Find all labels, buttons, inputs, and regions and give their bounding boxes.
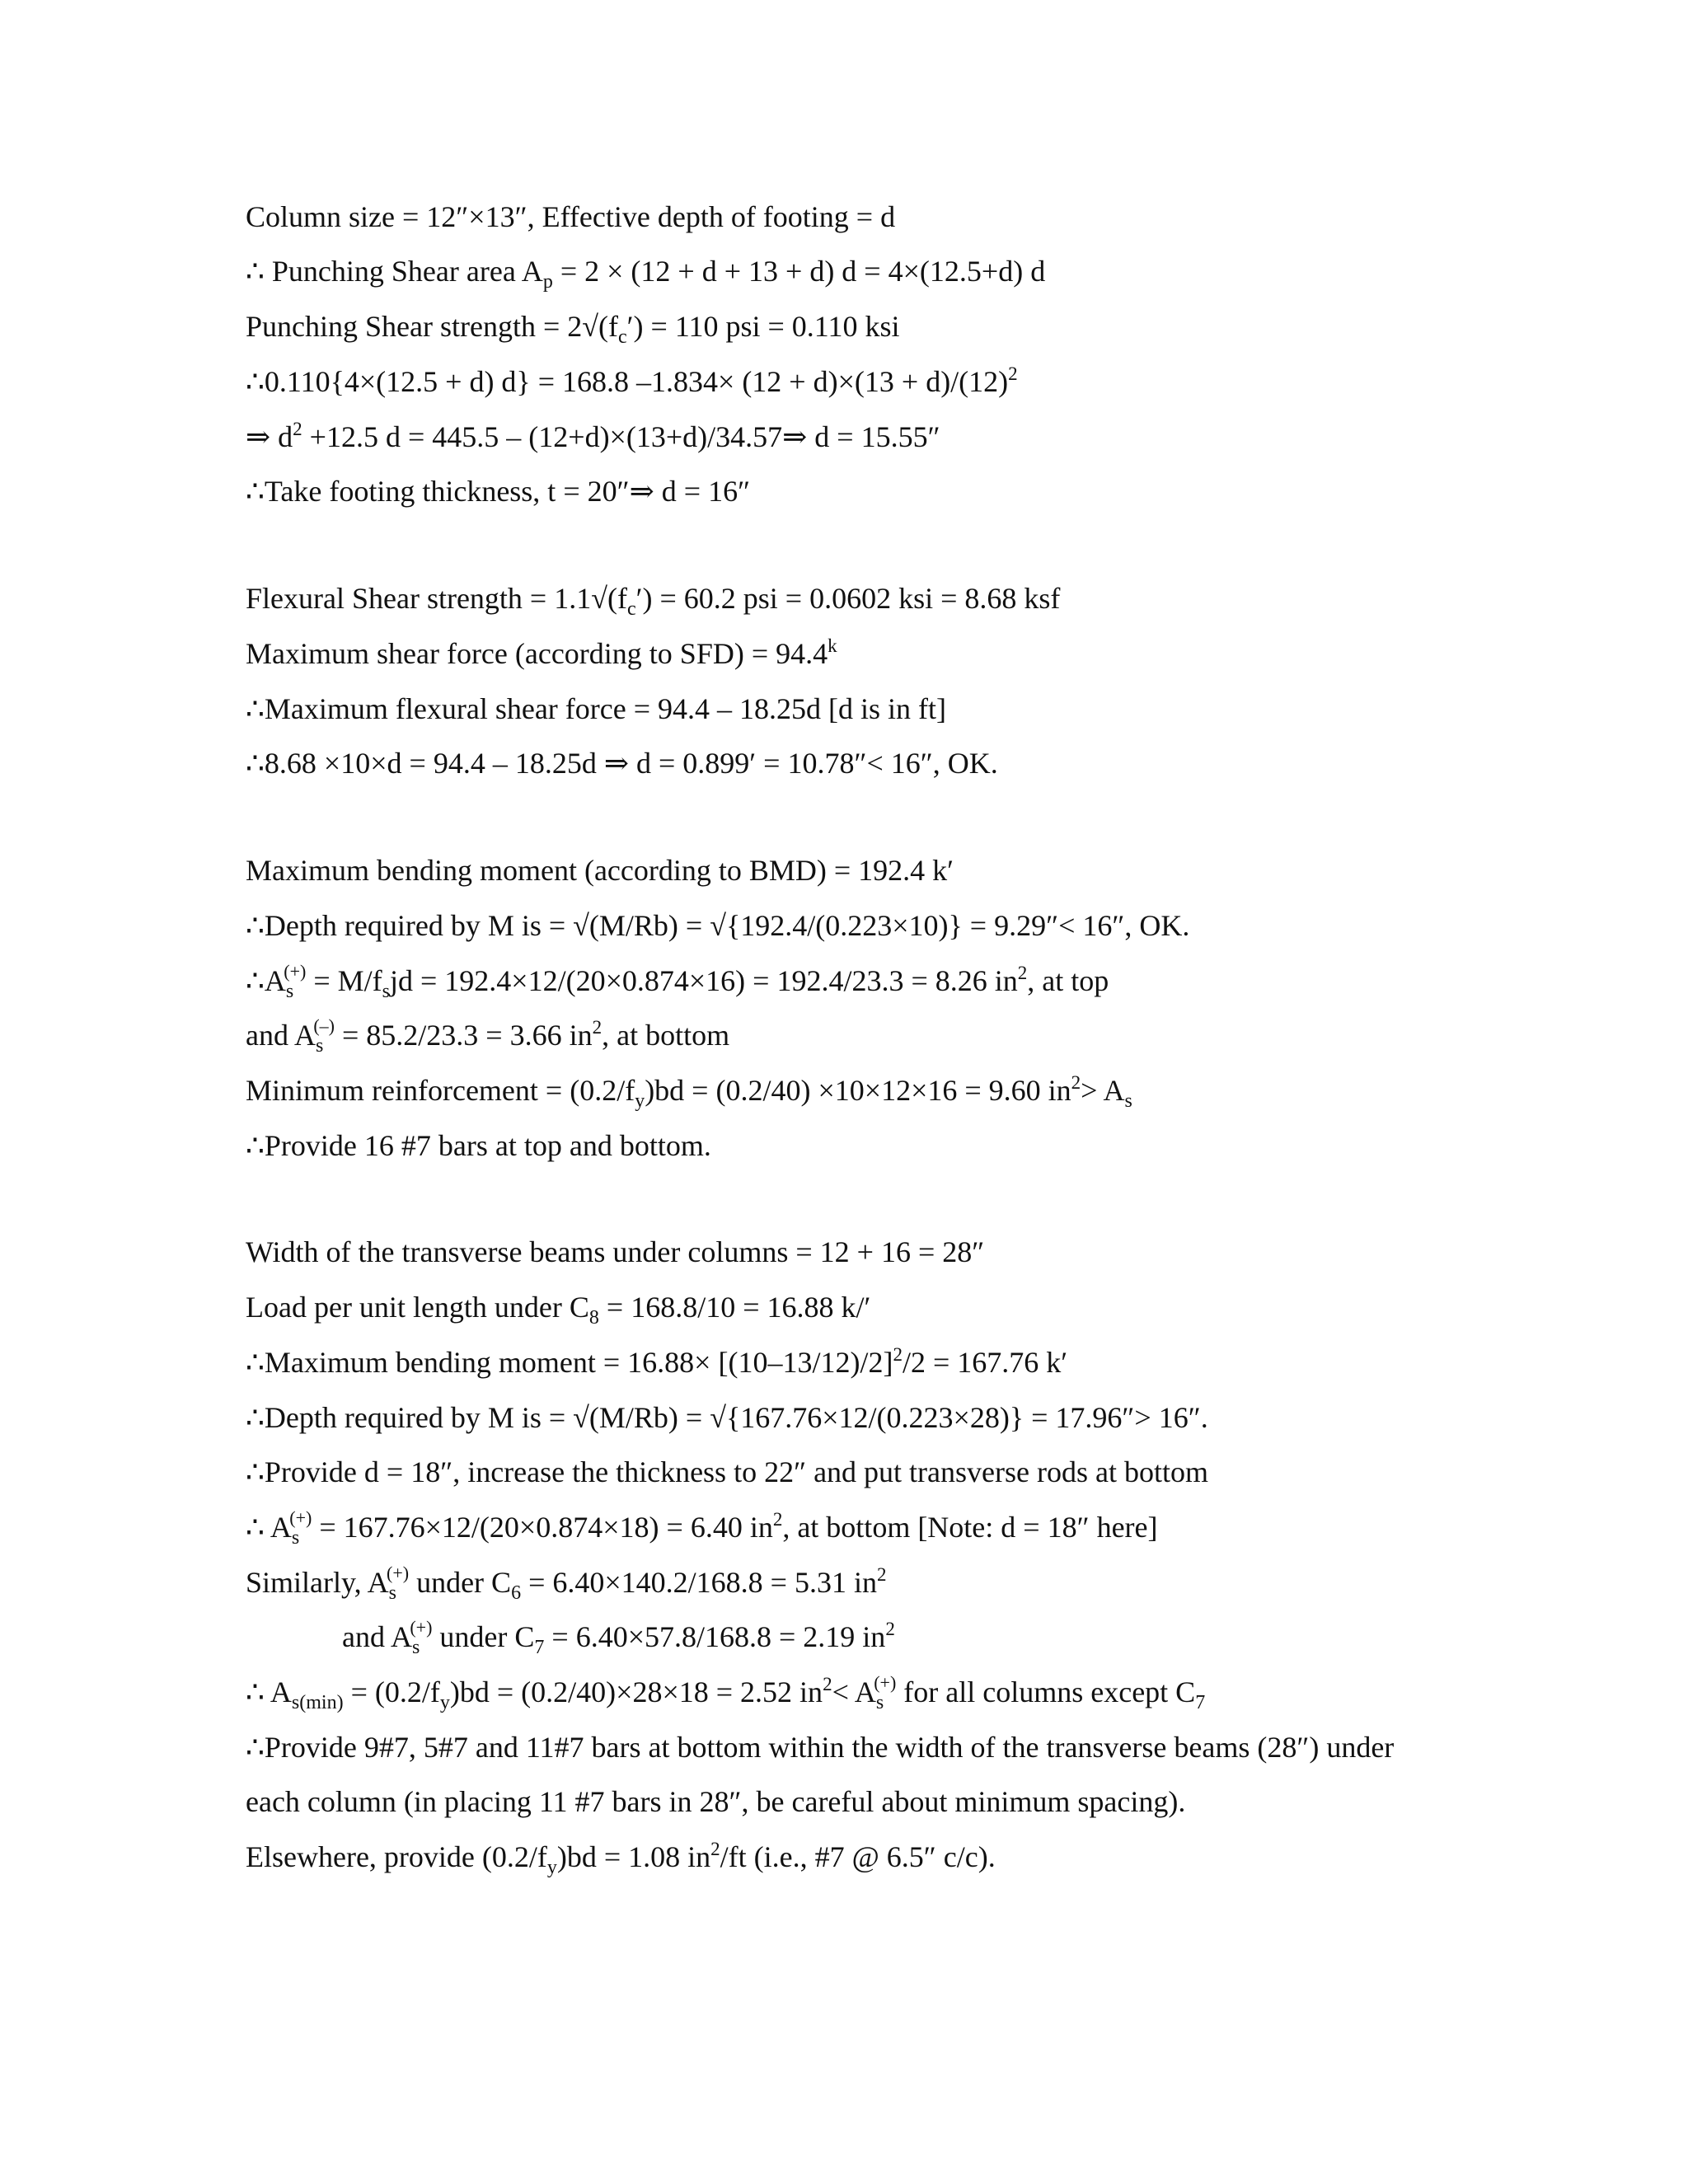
subscript: c (626, 598, 636, 620)
line-text: Elsewhere, provide (0.2/f (246, 1840, 547, 1873)
text-line-d-solution (246, 419, 940, 455)
superscript: 2 (772, 1509, 783, 1530)
text-line-as-top (246, 961, 1109, 1002)
text-line-as-bottom (246, 1015, 730, 1057)
text-line-max-flexural-shear (246, 691, 946, 727)
line-text: ∴Maximum bending moment = 16.88× [(10–13/12)/2] (246, 1346, 893, 1379)
superscript: 2 (885, 1619, 895, 1639)
line-text: Similarly, A (246, 1566, 389, 1599)
line-text: ∴Provide 9#7, 5#7 and 11#7 bars at bottom within the width of the transverse beams (28″) under (246, 1731, 1395, 1764)
line-text: Column size = 12″×13″, Effective depth of footing = d (246, 200, 896, 233)
superscript: 2 (710, 1839, 720, 1859)
subscript: s (316, 1035, 324, 1057)
sign-superscript: (+) (289, 1507, 312, 1528)
line-text: ∴ Punching Shear area A (246, 255, 543, 288)
text-line-transverse-moment (246, 1344, 1067, 1380)
text-line-flexural-strength (246, 580, 1061, 620)
line-text: Maximum bending moment (according to BMD) = 192.4 k′ (246, 854, 954, 887)
line-text: ′) = 60.2 psi = 0.0602 ksi = 8.68 ksf (635, 582, 1061, 615)
line-text: ∴Provide d = 18″, increase the thickness to 22″ and put transverse rods at bottom (246, 1455, 1208, 1488)
text-line-punching-equation (246, 363, 1018, 400)
subscript: 6 (511, 1582, 522, 1604)
line-text: > A (1081, 1074, 1125, 1107)
line-text: = 85.2/23.3 = 3.66 in (335, 1019, 593, 1052)
text-line-as-c7 (342, 1617, 895, 1658)
text-line-depth-check (246, 907, 1189, 944)
subscript: 7 (534, 1637, 545, 1658)
text-line-elsewhere (246, 1839, 996, 1878)
line-text: Minimum reinforcement = (0.2/f (246, 1074, 635, 1107)
line-text: )bd = (0.2/40) ×10×12×16 = 9.60 in (645, 1074, 1071, 1107)
subscript: c (618, 326, 627, 348)
line-text: ∴ A (246, 1511, 292, 1544)
line-text: = 167.76×12/(20×0.874×18) = 6.40 in (312, 1511, 773, 1544)
subscript: 7 (1195, 1692, 1206, 1713)
line-text: = 168.8/10 = 16.88 k/′ (598, 1291, 871, 1324)
text-line-flexural-check (246, 745, 998, 781)
sign-superscript: (+) (387, 1563, 410, 1583)
line-text: /2 = 167.76 k′ (902, 1346, 1068, 1379)
text-line-provide-d (246, 1454, 1208, 1490)
line-text: < A (832, 1675, 876, 1708)
text-line-transverse-width (246, 1234, 984, 1270)
line-text: and A (246, 1019, 316, 1052)
subscript: p (542, 271, 553, 293)
text-line-as-c6 (246, 1563, 887, 1604)
line-text: Punching Shear strength = 2√(f (246, 310, 618, 343)
sign-superscript: (–) (313, 1015, 335, 1036)
line-text: under C (409, 1566, 512, 1599)
subscript: s (1124, 1090, 1132, 1112)
line-text: ∴Maximum flexural shear force = 94.4 – 18.25d [d is in ft] (246, 692, 947, 725)
line-text: )bd = (0.2/40)×28×18 = 2.52 in (449, 1675, 823, 1708)
sign-superscript: (+) (410, 1617, 433, 1638)
line-text: ∴ A (246, 1675, 292, 1708)
line-text: Width of the transverse beams under columns = 12 + 16 = 28″ (246, 1235, 985, 1268)
subscript: s(min) (291, 1692, 344, 1713)
sign-superscript: (+) (874, 1672, 897, 1693)
line-text: ∴Depth required by M is = √(M/Rb) = √{192.4/(0.223×10)} = 9.29″< 16″, OK. (246, 909, 1190, 942)
text-line-spacing-note (246, 1783, 1185, 1820)
text-line-punching-strength (246, 308, 900, 348)
superscript: 2 (1017, 963, 1028, 983)
line-text: each column (in placing 11 #7 bars in 28″, be careful about minimum spacing). (246, 1785, 1186, 1818)
superscript: 2 (1071, 1072, 1081, 1093)
superscript: 2 (1008, 363, 1018, 384)
sign-superscript: (+) (284, 961, 307, 982)
line-text: jd = 192.4×12/(20×0.874×16) = 192.4/23.3 = 8.26 in (389, 964, 1018, 997)
subscript: s (291, 1527, 300, 1549)
subscript: s (285, 981, 294, 1002)
line-text: and A (342, 1620, 412, 1653)
subscript: y (635, 1090, 645, 1112)
line-text: +12.5 d = 445.5 – (12+d)×(13+d)/34.57⇒ d = 15.55″ (302, 420, 940, 453)
text-line-max-shear (246, 635, 837, 672)
line-text: ∴8.68 ×10×d = 94.4 – 18.25d ⇒ d = 0.899′ = 10.78″< 16″, OK. (246, 747, 998, 780)
text-line-provide-transverse-bars (246, 1729, 1394, 1765)
text-line-load-per-length (246, 1289, 871, 1329)
line-text: Flexural Shear strength = 1.1√(f (246, 582, 627, 615)
superscript: k (828, 635, 837, 656)
superscript: 2 (293, 419, 302, 439)
line-text: = (0.2/f (343, 1675, 440, 1708)
line-text: ′) = 110 psi = 0.110 ksi (626, 310, 900, 343)
line-text: , at bottom [Note: d = 18″ here] (782, 1511, 1158, 1544)
line-text: Load per unit length under C (246, 1291, 589, 1324)
line-text: ∴Depth required by M is = √(M/Rb) = √{167.76×12/(0.223×28)} = 17.96″> 16″. (246, 1401, 1208, 1434)
subscript: y (546, 1857, 557, 1878)
subscript: s (382, 981, 390, 1002)
text-line-as-min (246, 1672, 1206, 1713)
subscript: 8 (588, 1307, 599, 1329)
text-line-as-transverse (246, 1507, 1158, 1549)
line-text: , at bottom (602, 1019, 730, 1052)
superscript: 2 (876, 1564, 887, 1585)
subscript: s (875, 1692, 884, 1713)
text-line-provide-bars (246, 1127, 711, 1164)
subscript: s (388, 1582, 397, 1604)
line-text: ⇒ d (246, 420, 293, 453)
line-text: ∴0.110{4×(12.5 + d) d} = 168.8 –1.834× (12 + d)×(13 + d)/(12) (246, 365, 1009, 398)
superscript: 2 (823, 1674, 832, 1694)
line-text: /ft (i.e., #7 @ 6.5″ c/c). (720, 1840, 996, 1873)
line-text: = 6.40×57.8/168.8 = 2.19 in (544, 1620, 886, 1653)
line-text: Maximum shear force (according to SFD) = 94.4 (246, 637, 828, 670)
line-text: = 6.40×140.2/168.8 = 5.31 in (521, 1566, 877, 1599)
text-line-punching-area (246, 253, 1046, 293)
line-text: ∴Provide 16 #7 bars at top and bottom. (246, 1129, 711, 1162)
text-line-transverse-depth (246, 1399, 1208, 1436)
subscript: s (412, 1637, 420, 1658)
line-text: ∴Take footing thickness, t = 20″⇒ d = 16″ (246, 475, 751, 508)
text-line-min-reinforcement (246, 1072, 1132, 1112)
superscript: 2 (893, 1344, 903, 1365)
line-text: under C (432, 1620, 535, 1653)
line-text: = 2 × (12 + d + 13 + d) d = 4×(12.5+d) d (552, 255, 1046, 288)
line-text: )bd = 1.08 in (556, 1840, 711, 1873)
line-text: for all columns except C (896, 1675, 1196, 1708)
subscript: y (439, 1692, 450, 1713)
superscript: 2 (592, 1017, 603, 1038)
line-text: = M/f (306, 964, 382, 997)
text-line-column-size (246, 199, 895, 235)
line-text: ∴A (246, 964, 286, 997)
text-line-max-moment (246, 852, 954, 888)
line-text: , at top (1027, 964, 1109, 997)
text-line-footing-thickness (246, 473, 750, 509)
